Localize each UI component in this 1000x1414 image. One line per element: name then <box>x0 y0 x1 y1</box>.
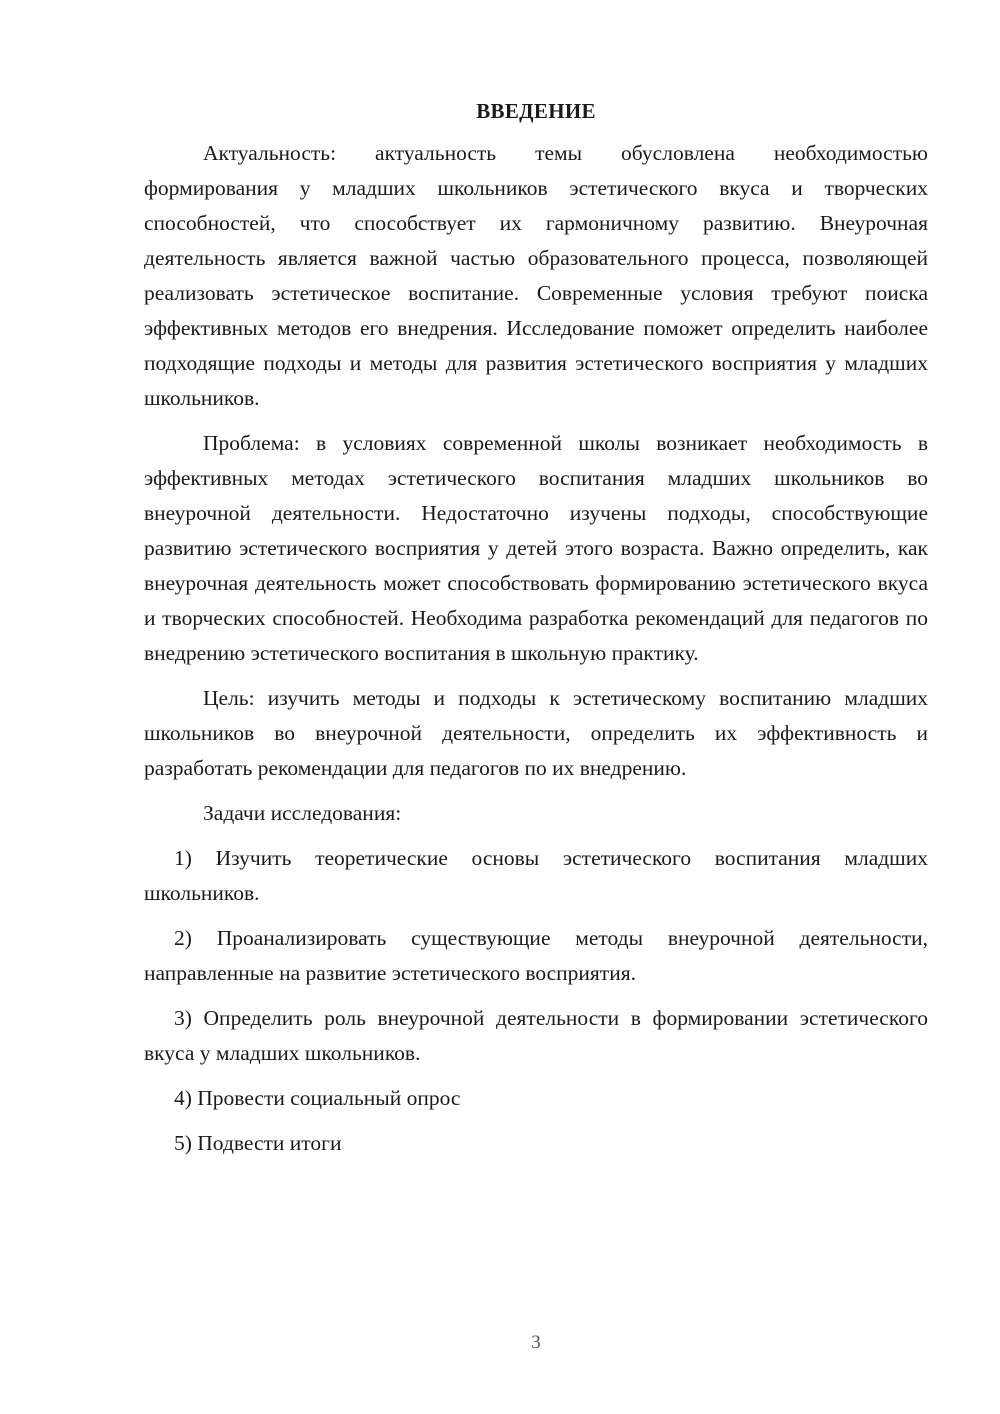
task-item: 3) Определить роль внеурочной деятельности в формировании эстетического вкуса у младших школьников. <box>144 1006 928 1065</box>
task-item: 1) Изучить теоретические основы эстетического воспитания младших школьников. <box>144 846 928 905</box>
paragraph-relevance: Актуальность: актуальность темы обусловлена необходимостью формирования у младших школьников эстетического вкуса и творческих способностей, что способствует их гармоничному развитию. Внеурочная деятельность является важной частью образовательного процесса, позволяющей реализовать эстетическое воспитание. Современные условия требуют поиска эффективных методов его внедрения. Исследование поможет определить наиболее подходящие подходы и методы для развития эстетического восприятия у младших школьников. <box>144 141 928 410</box>
tasks-heading: Задачи исследования: <box>203 801 402 825</box>
page-content <box>144 96 928 1171</box>
task-item: 4) Провести социальный опрос <box>174 1086 461 1110</box>
paragraph-goal: Цель: изучить методы и подходы к эстетическому воспитанию младших школьников во внеурочной деятельности, определить их эффективность и разработать рекомендации для педагогов по их внедрению. <box>144 686 928 780</box>
task-item: 5) Подвести итоги <box>174 1131 342 1155</box>
paragraph-problem: Проблема: в условиях современной школы возникает необходимость в эффективных методах эстетического воспитания младших школьников во внеурочной деятельности. Недостаточно изучены подходы, способствующие развитию эстетического восприятия у детей этого возраста. Важно определить, как внеурочная деятельность может способствовать формированию эстетического вкуса и творческих способностей. Необходима разработка рекомендаций для педагогов по внедрению эстетического воспитания в школьную практику. <box>144 431 928 665</box>
page-number: 3 <box>531 1332 541 1353</box>
task-item: 2) Проанализировать существующие методы внеурочной деятельности, направленные на развитие эстетического восприятия. <box>144 926 928 985</box>
page-title: ВВЕДЕНИЕ <box>476 99 596 123</box>
